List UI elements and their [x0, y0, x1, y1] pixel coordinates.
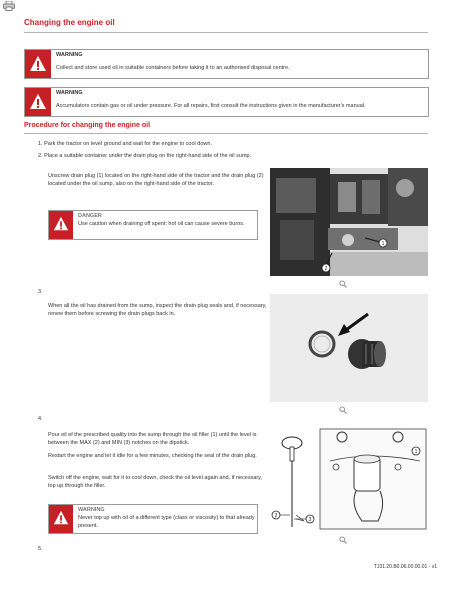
- danger-triangle-icon: [53, 216, 69, 232]
- warning-heading: WARNING: [78, 507, 105, 513]
- step-2-detail: Unscrew drain plug (1) located on the right-hand side of the tractor and the drain plug (2) located under the oil sump, also on the right-hand side of the tractor.: [48, 173, 264, 187]
- callout-2: 2: [324, 266, 328, 272]
- warning-box-accumulators: [24, 87, 429, 117]
- step-1: 1. Park the tractor on level ground and wait for the engine to cool down.: [38, 141, 212, 147]
- step-4-detail-3: Switch off the engine, wait for it to cool down, check the oil level again and, if necessary, top up through the filler.: [48, 475, 263, 489]
- procedure-title: Procedure for changing the engine oil: [24, 122, 151, 129]
- danger-side-bar: [49, 211, 73, 239]
- warning-side-bar: [25, 88, 51, 116]
- warning-triangle-icon: [29, 93, 47, 111]
- page-title: Changing the engine oil: [24, 18, 115, 27]
- zoom-icon[interactable]: [339, 280, 347, 288]
- step-3-detail: When all the oil has drained from the sump, inspect the drain plug seals and, if necessary, renew them before screwing the drain plugs back in.: [48, 303, 267, 317]
- step-2: 2. Place a suitable container under the drain plug on the right-hand side of the oil sump.: [38, 153, 252, 159]
- warning-triangle-icon: [29, 55, 47, 73]
- zoom-icon[interactable]: [339, 536, 347, 544]
- warning-heading: WARNING: [56, 90, 83, 96]
- title-divider: [24, 32, 428, 33]
- drain-plug-seal-figure: [270, 294, 428, 402]
- step-3-number: 3.: [38, 289, 43, 295]
- callout-3: 3: [308, 517, 312, 523]
- danger-text: Use caution when draining off spent: hot oil can cause severe burns.: [78, 221, 245, 227]
- warning-side-bar: [25, 50, 51, 78]
- warning-triangle-icon: [53, 510, 69, 526]
- zoom-icon[interactable]: [339, 406, 347, 414]
- warning-box-oil-type: [48, 504, 258, 534]
- printer-icon[interactable]: [3, 1, 15, 11]
- step-4-detail-1: Pour oil of the prescribed quality into the sump through the oil filler (1) until the level is between the MAX (2) and MIN (3) notches on the dipstick.: [48, 432, 257, 446]
- document-code: TJ31.20.B0.06.00.00.01 - v1: [373, 564, 437, 570]
- step-4-number: 4.: [38, 416, 43, 422]
- warning-side-bar: [49, 505, 73, 533]
- warning-heading: WARNING: [56, 52, 83, 58]
- step-4-detail-2: Restart the engine and let it idle for a few minutes, checking the seal of the drain plug.: [48, 453, 257, 459]
- danger-box: [48, 210, 258, 240]
- warning-text: Collect and store used oil in suitable containers before taking it to an authorised disposal centre.: [56, 65, 290, 71]
- step-5-number: 5.: [38, 546, 43, 552]
- callout-1: 1: [381, 241, 385, 247]
- warning-text: Accumulators contain gas or oil under pressure. For all repairs, first consult the instructions given in the manufacturer's manual.: [56, 103, 366, 109]
- drain-plug-figure: [270, 168, 428, 276]
- warning-box-disposal: [24, 49, 429, 79]
- dipstick-figure: [270, 421, 428, 533]
- callout-1: 1: [414, 449, 418, 455]
- procedure-divider: [24, 133, 428, 134]
- danger-heading: DANGER: [78, 213, 102, 219]
- warning-text: Never top up with oil of a different type (class or viscosity) to that already present.: [78, 515, 255, 529]
- callout-2: 2: [274, 513, 278, 519]
